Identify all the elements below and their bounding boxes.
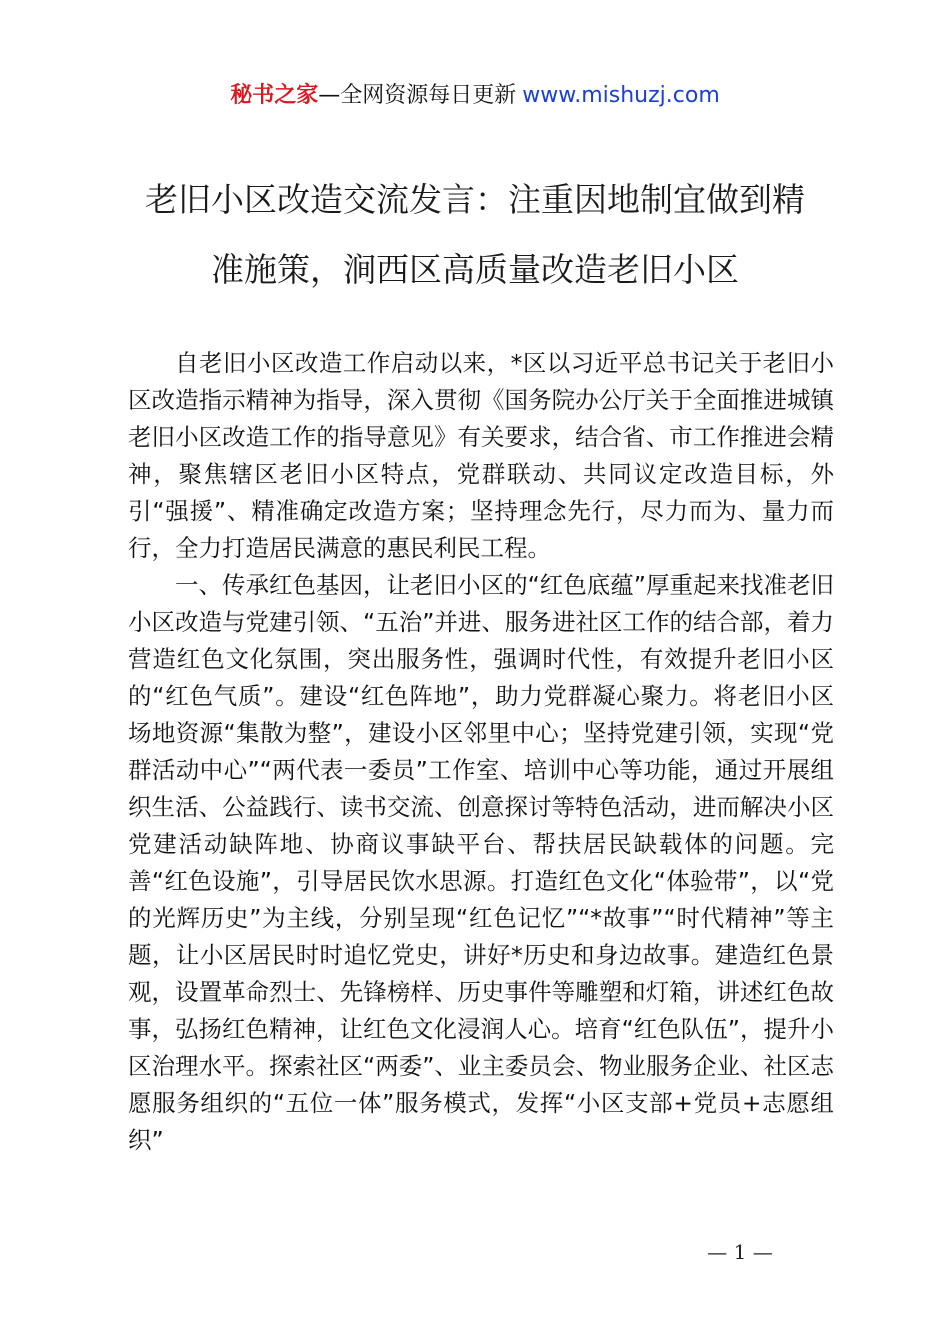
- intro-paragraph: 自老旧小区改造工作启动以来，*区以习近平总书记关于老旧小区改造指示精神为指导，深入贯彻《国务院办公厅关于全面推进城镇老旧小区改造工作的指导意见》有关要求，结合省、市工作推进会精神，聚焦辖区老旧小区特点，党群联动、共同议定改造目标，外引“强援”、精准确定改造方案；坚持理念先行，尽力而为、量力而行，全力打造居民满意的惠民利民工程。: [128, 349, 834, 562]
- header-tagline: —全网资源每日更新: [318, 83, 517, 108]
- site-url[interactable]: www.mishuzj.com: [522, 83, 720, 108]
- section-1-paragraph: [128, 567, 834, 1159]
- section-1-heading: 一、传承红色基因，让老旧小区的“红色底蕴”厚重起来: [175, 571, 740, 599]
- title-line-1: 老旧小区改造交流发言：注重因地制宜做到精: [145, 180, 805, 219]
- page-number: — 1 —: [707, 1240, 773, 1264]
- document-title: [100, 165, 850, 305]
- section-1-body: 找准老旧小区改造与党建引领、“五治”并进、服务进社区工作的结合部，着力营造红色文化氛围，突出服务性，强调时代性，有效提升老旧小区的“红色气质”。建设“红色阵地”，助力党群凝心聚力。将老旧小区场地资源“集散为整”，建设小区邻里中心；坚持党建引领，实现“党群活动中心”“两代表一委员”工作室、培训中心等功能，通过开展组织生活、公益践行、读书交流、创意探讨等特色活动，进而解决小区党建活动缺阵地、协商议事缺平台、帮扶居民缺载体的问题。完善“红色设施”，引导居民饮水思源。打造红色文化“体验带”，以“党的光辉历史”为主线，分别呈现“红色记忆”“*故事”“时代精神”等主题，让小区居民时时追忆党史，讲好*历史和身边故事。建造红色景观，设置革命烈士、先锋榜样、历史事件等雕塑和灯箱，讲述红色故事，弘扬红色精神，让红色文化浸润人心。培育“红色队伍”，提升小区治理水平。探索社区“两委”、业主委员会、物业服务企业、社区志愿服务组织的“五位一体”服务模式，发挥“小区支部+党员+志愿组织”: [128, 571, 834, 1154]
- document-body: [128, 345, 834, 1159]
- site-header: [0, 80, 950, 112]
- title-line-2: 准施策，涧西区高质量改造老旧小区: [211, 250, 739, 289]
- brand-name: 秘书之家: [230, 83, 319, 108]
